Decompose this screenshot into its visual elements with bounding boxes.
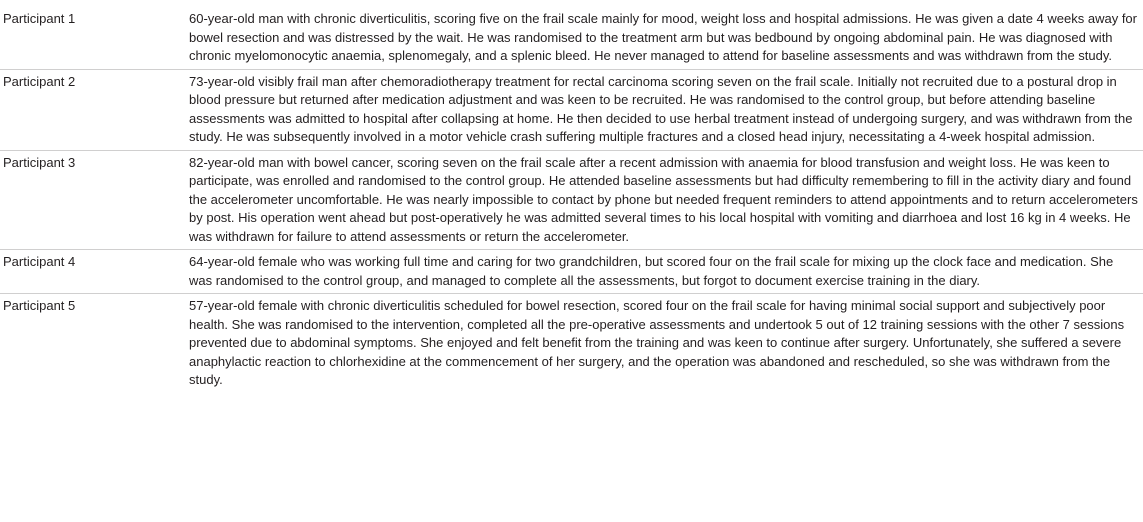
table-row [0, 0, 1143, 69]
participant-label: Participant 2 [0, 69, 189, 150]
table-row [0, 69, 1143, 150]
table-row [0, 250, 1143, 294]
participant-description: 57-year-old female with chronic diverticulitis scheduled for bowel resection, scored four on the frail scale for having minimal social support and subjectively poor health. She was randomised to the intervention, completed all the pre-operative assessments and undertook 5 out of 12 training sessions with the other 7 sessions prevented due to abdominal symptoms. She enjoyed and felt benefit from the training and was keen to continue after surgery. Unfortunately, she suffered a severe anaphylactic reaction to chlorhexidine at the commencement of her surgery, and the operation was abandoned and rescheduled, so she was withdrawn from the study. [189, 294, 1143, 393]
participant-description: 82-year-old man with bowel cancer, scoring seven on the frail scale after a recent admission with anaemia for blood transfusion and weight loss. He was keen to participate, was enrolled and randomised to the control group. He attended baseline assessments but had difficulty remembering to fill in the activity diary and found the accelerometer uncomfortable. He was nearly impossible to contact by phone but needed frequent reminders to attend appointments and to return accelerometers by post. His operation went ahead but post-operatively he was admitted several times to his local hospital with vomiting and diarrhoea and lost 16 kg in 4 weeks. He was withdrawn for failure to attend assessments or return the accelerometer. [189, 150, 1143, 250]
participant-label: Participant 1 [3, 11, 76, 26]
participant-label: Participant 5 [0, 294, 189, 393]
participant-description: 60-year-old man with chronic diverticulitis, scoring five on the frail scale mainly for mood, weight loss and hospital admissions. He was given a date 4 weeks away for bowel resection and was distressed by the wait. He was randomised to the treatment arm but was bedbound by ongoing abdominal pain. He was diagnosed with chronic myelomonocytic anaemia, splenomegaly, and a splenic bleed. He never managed to attend for baseline assessments and was withdrawn from the study. [189, 11, 1137, 63]
table-row [0, 294, 1143, 393]
participant-label: Participant 4 [0, 250, 189, 294]
participant-description: 64-year-old female who was working full time and caring for two grandchildren, but scored four on the frail scale for mixing up the clock face and medication. She was randomised to the control group, and managed to complete all the assessments, but forgot to document exercise training in the diary. [189, 250, 1143, 294]
participant-description: 73-year-old visibly frail man after chemoradiotherapy treatment for rectal carcinoma scoring seven on the frail scale. Initially not recruited due to a postural drop in blood pressure but returned after medication adjustment and was keen to be recruited. He was randomised to the control group, but before attending baseline assessments was admitted to hospital after collapsing at home. He then decided to use herbal treatment instead of undergoing surgery, and was withdrawn from the study. He was subsequently involved in a motor vehicle crash suffering multiple fractures and a closed head injury, necessitating a 4-week hospital admission. [189, 69, 1143, 150]
participant-label: Participant 3 [0, 150, 189, 250]
table-row [0, 150, 1143, 250]
